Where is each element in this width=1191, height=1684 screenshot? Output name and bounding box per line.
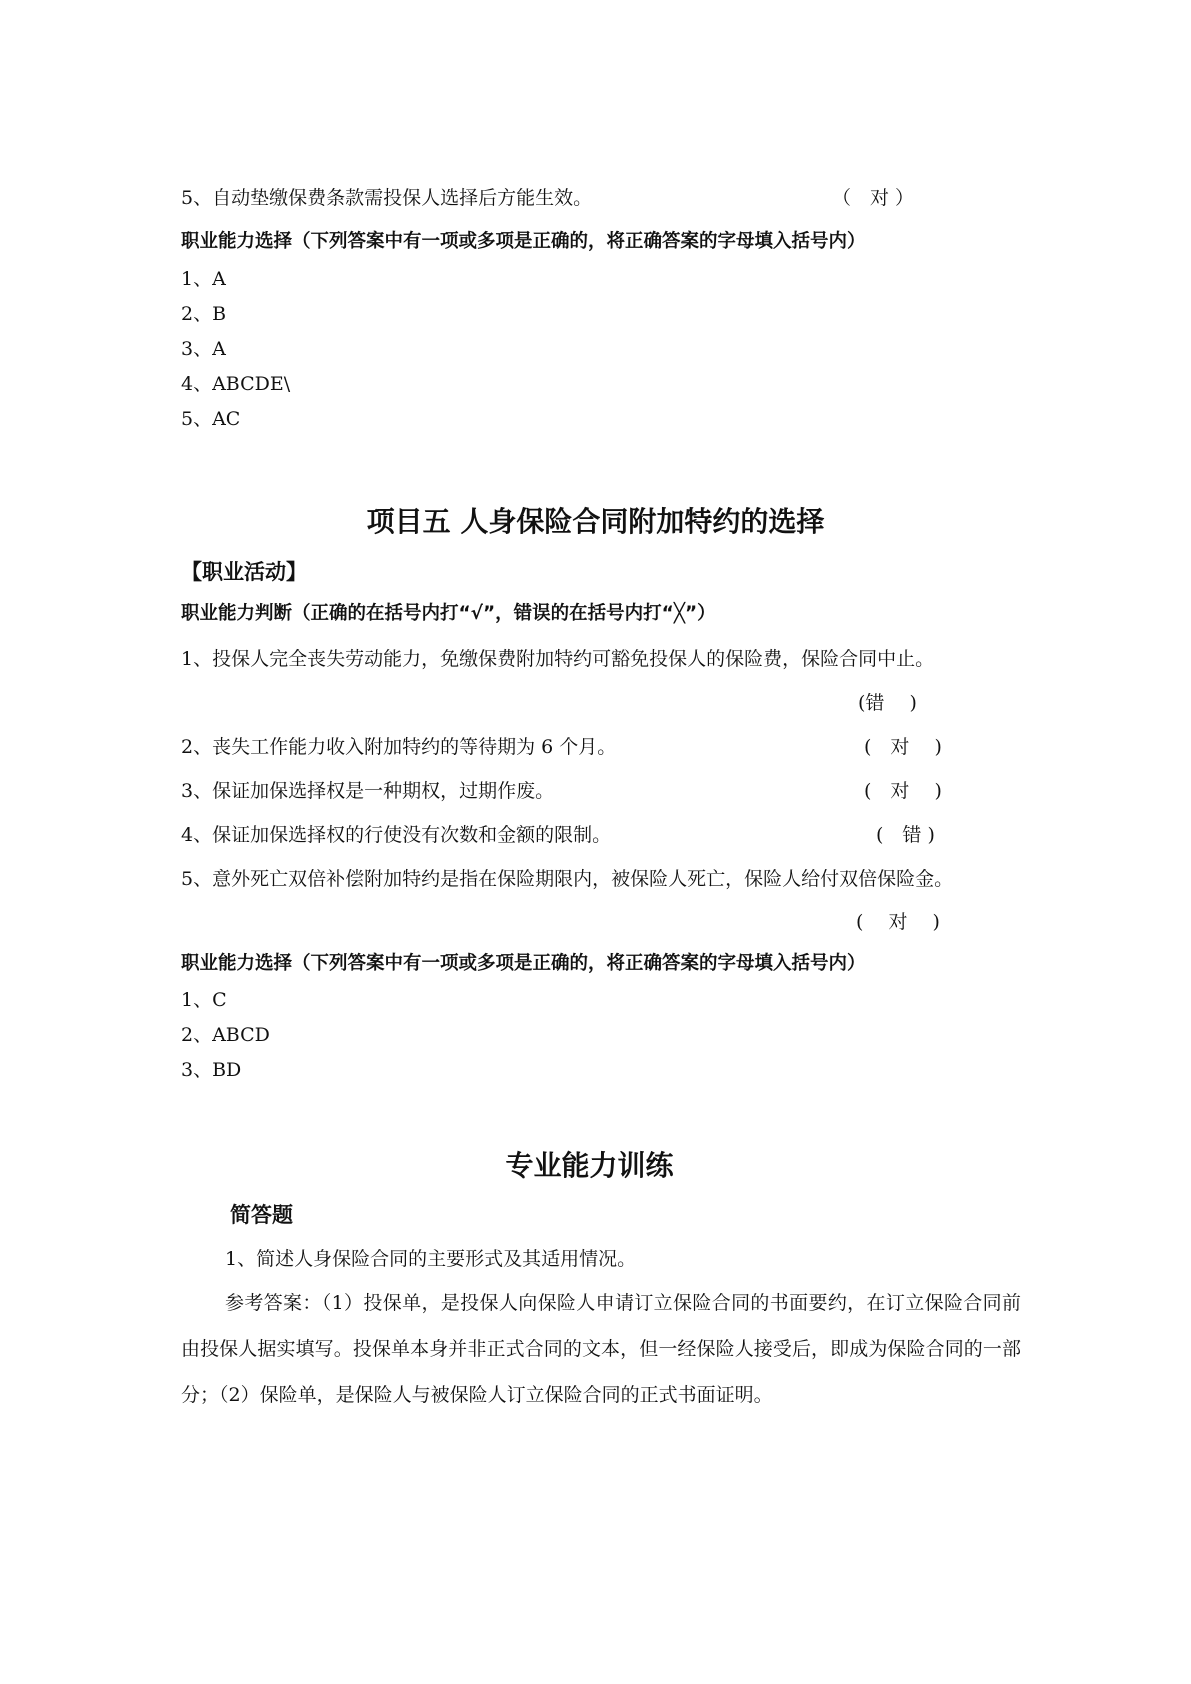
- training-answer: 参考答案：（1）投保单，是投保人向保险人申请订立保险合同的书面要约，在订立保险合同前由投保人据实填写。投保单本身并非正式合同的文本，但一经保险人接受后，即成为保险合同的一部分；（2）保险单，是保险人与被保险人订立保险合同的正式书面证明。: [181, 1292, 1021, 1406]
- judge-item-1: 1、投保人完全丧失劳动能力，免缴保费附加特约可豁免投保人的保险费，保险合同中止。: [181, 648, 935, 670]
- answer-2: 2、ABCD: [181, 1024, 270, 1046]
- training-question: 1、简述人身保险合同的主要形式及其适用情况。: [225, 1248, 637, 1270]
- activity-heading: 【职业活动】: [181, 560, 307, 584]
- judge-item-5: 5、意外死亡双倍补偿附加特约是指在保险期限内，被保险人死亡，保险人给付双倍保险金。: [181, 868, 954, 890]
- prev-choice-heading: 职业能力选择（下列答案中有一项或多项是正确的，将正确答案的字母填入括号内）: [181, 231, 866, 252]
- prev-q5: 5、自动垫缴保费条款需投保人选择后方能生效。: [181, 187, 593, 209]
- prev-q5-answer: （ 对 ）: [832, 187, 915, 209]
- judge-answer-1: (错 ): [858, 692, 917, 714]
- answer-1: 1、C: [181, 989, 227, 1011]
- judge-answer-2: ( 对 ): [864, 736, 942, 758]
- judge-item-2: 2、丧失工作能力收入附加特约的等待期为 6 个月。: [181, 736, 617, 758]
- judge-item-3: 3、保证加保选择权是一种期权，过期作废。: [181, 780, 555, 802]
- prev-answer-1: 1、A: [181, 268, 226, 290]
- prev-answer-3: 3、A: [181, 338, 226, 360]
- training-title: 专业能力训练: [505, 1149, 674, 1182]
- judge-answer-4: ( 错 ): [876, 824, 935, 846]
- judge-answer-3: ( 对 ): [864, 780, 942, 802]
- judge-heading: 职业能力判断（正确的在括号内打“√”，错误的在括号内打“╳”）: [181, 603, 716, 624]
- project-title: 项目五 人身保险合同附加特约的选择: [366, 505, 825, 538]
- judge-answer-5: ( 对 ): [856, 911, 940, 933]
- prev-answer-2: 2、B: [181, 303, 227, 325]
- prev-answer-4: 4、ABCDE\: [181, 373, 291, 395]
- answer-3: 3、BD: [181, 1059, 242, 1081]
- judge-item-4: 4、保证加保选择权的行使没有次数和金额的限制。: [181, 824, 612, 846]
- prev-answer-5: 5、AC: [181, 408, 241, 430]
- short-answer-heading: 简答题: [230, 1203, 293, 1227]
- choice-heading: 职业能力选择（下列答案中有一项或多项是正确的，将正确答案的字母填入括号内）: [181, 953, 866, 974]
